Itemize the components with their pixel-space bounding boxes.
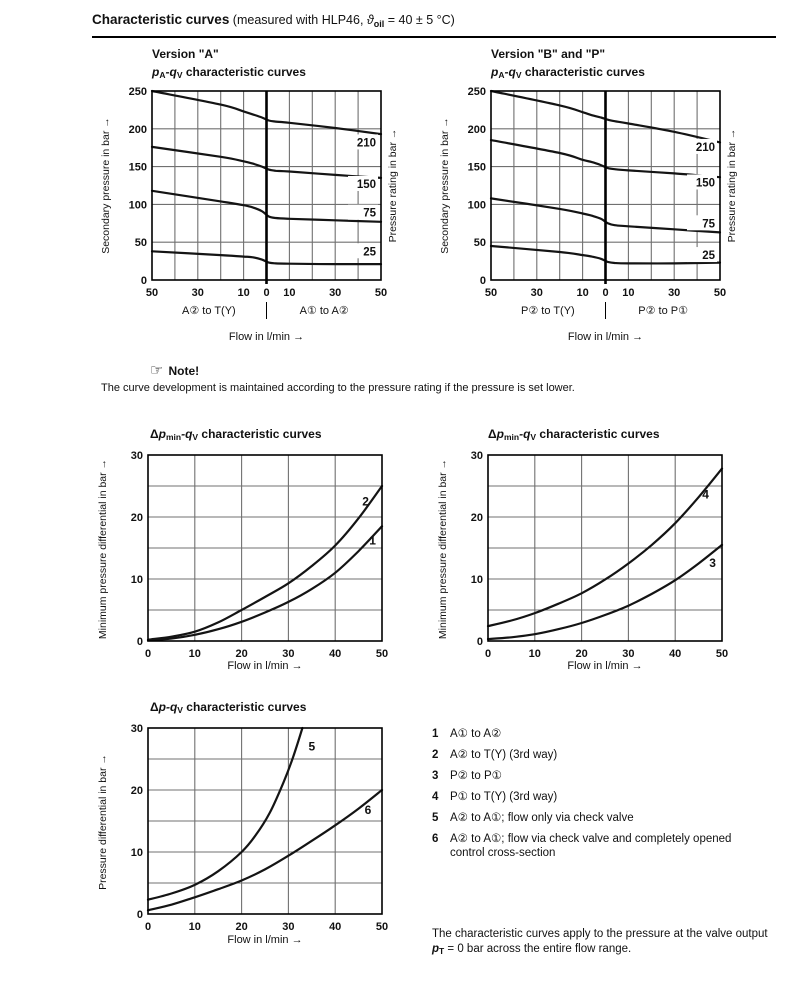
svg-text:200: 200 (128, 123, 147, 136)
svg-text:1: 1 (369, 533, 376, 548)
svg-text:0: 0 (144, 921, 152, 933)
svg-text:10: 10 (237, 287, 250, 299)
svg-text:30: 30 (668, 287, 681, 299)
svg-text:50: 50 (145, 287, 159, 299)
svg-text:150: 150 (467, 161, 486, 174)
region-label: P② to P① (638, 305, 688, 317)
svg-text:250: 250 (467, 86, 486, 98)
note-text: The curve development is maintained according to the pressure rating if the pressure is set lower. (101, 382, 575, 394)
dpmin-bp-chart (453, 450, 735, 663)
svg-text:30: 30 (282, 921, 295, 933)
svg-text:30: 30 (622, 648, 635, 660)
svg-text:20: 20 (235, 648, 248, 660)
dpmin-a-xlabel: Flow in l/min → (227, 660, 303, 672)
pointing-hand-icon: ☞ (150, 362, 164, 379)
legend-item-text: A① to A② (450, 728, 502, 740)
legend-item-text: P① to T(Y) (3rd way) (450, 791, 558, 803)
theta-symbol: ϑ (366, 13, 374, 27)
legend-item-number: 5 (432, 812, 439, 824)
legend-item-number: 2 (432, 749, 439, 761)
svg-text:20: 20 (575, 648, 588, 660)
version-bp-ylabel-left: Secondary pressure in bar → (439, 117, 451, 254)
version-a-chart-title: pA-qV characteristic curves (152, 65, 306, 80)
svg-text:50: 50 (484, 287, 498, 299)
svg-text:50: 50 (473, 237, 486, 250)
version-a-ylabel-right: Pressure rating in bar → (387, 128, 399, 243)
dp-chart-title: Δp-qV characteristic curves (150, 700, 307, 715)
svg-text:10: 10 (622, 287, 635, 299)
dpmin-bp-xlabel: Flow in l/min → (567, 660, 643, 672)
version-a-xlabel: Flow in l/min → (228, 331, 305, 343)
page-title-bold: Characteristic curves (92, 12, 230, 27)
svg-text:100: 100 (467, 199, 486, 212)
legend-item-text: P② to P① (450, 770, 502, 782)
legend-item (432, 790, 758, 804)
svg-text:250: 250 (128, 86, 147, 98)
svg-text:50: 50 (134, 237, 147, 250)
svg-text:50: 50 (374, 287, 388, 299)
svg-text:5: 5 (308, 739, 316, 754)
svg-text:50: 50 (713, 287, 727, 299)
dpmin-bp-chart-title: Δpmin-qV characteristic curves (488, 427, 660, 442)
svg-text:40: 40 (669, 648, 682, 660)
svg-text:30: 30 (191, 287, 204, 299)
dp-xlabel: Flow in l/min → (227, 934, 303, 946)
version-bp-region-labels (491, 302, 720, 319)
svg-text:30: 30 (470, 450, 483, 462)
svg-text:150: 150 (695, 177, 715, 190)
note-heading (150, 361, 199, 379)
svg-text:10: 10 (576, 287, 589, 299)
svg-text:25: 25 (363, 246, 376, 259)
legend-item-number: 6 (432, 833, 439, 845)
svg-text:0: 0 (136, 636, 143, 648)
svg-text:10: 10 (470, 574, 483, 586)
version-bp-xlabel: Flow in l/min → (567, 331, 644, 343)
svg-text:150: 150 (128, 161, 147, 174)
version-bp-chart-title: pA-qV characteristic curves (491, 65, 645, 80)
version-a-ylabel-left: Secondary pressure in bar → (100, 117, 112, 254)
svg-text:10: 10 (528, 648, 541, 660)
svg-text:30: 30 (282, 648, 295, 660)
dpmin-a-chart-title: Δpmin-qV characteristic curves (150, 427, 322, 442)
version-bp-ylabel-right: Pressure rating in bar → (726, 128, 738, 243)
svg-text:25: 25 (702, 250, 715, 263)
region-label: A① to A② (299, 305, 349, 317)
svg-text:0: 0 (484, 648, 492, 660)
region-label: P② to T(Y) (521, 305, 575, 317)
legend-item (432, 748, 758, 762)
dpmin-a-chart (113, 450, 395, 663)
svg-text:200: 200 (467, 123, 486, 136)
legend-item (432, 769, 758, 783)
dpmin-bp-ylabel: Minimum pressure differential in bar → (437, 458, 449, 640)
version-bp-heading: Version "B" and "P" (491, 47, 606, 61)
legend-item-number: 4 (432, 791, 439, 803)
legend-item-text: A② to A①; flow via check valve and completely opened control cross-section (450, 833, 732, 859)
version-a-chart (117, 86, 394, 302)
note-title: Note! (168, 364, 200, 378)
legend-item-number: 3 (432, 770, 439, 782)
legend-item (432, 727, 758, 741)
svg-text:20: 20 (470, 512, 483, 524)
svg-text:50: 50 (715, 648, 729, 660)
svg-text:20: 20 (235, 921, 248, 933)
svg-text:0: 0 (479, 275, 486, 287)
svg-text:30: 30 (530, 287, 543, 299)
legend-item-text: A② to T(Y) (3rd way) (450, 749, 558, 761)
svg-text:3: 3 (709, 555, 716, 570)
svg-text:30: 30 (329, 287, 342, 299)
svg-text:150: 150 (356, 178, 376, 191)
svg-text:100: 100 (128, 199, 147, 212)
svg-text:10: 10 (130, 574, 143, 586)
dp-ylabel: Pressure differential in bar → (97, 754, 109, 890)
svg-text:210: 210 (695, 141, 715, 154)
svg-text:30: 30 (130, 450, 143, 462)
svg-text:10: 10 (130, 847, 143, 859)
svg-text:2: 2 (362, 494, 369, 509)
svg-text:75: 75 (363, 207, 376, 220)
legend-item (432, 832, 758, 860)
svg-text:10: 10 (188, 648, 201, 660)
legend-list (432, 727, 758, 867)
svg-text:75: 75 (702, 218, 715, 231)
svg-text:0: 0 (140, 275, 147, 287)
legend-item (432, 811, 758, 825)
legend-item-text: A② to A①; flow only via check valve (450, 812, 634, 824)
svg-text:20: 20 (130, 785, 143, 797)
svg-text:50: 50 (375, 648, 389, 660)
svg-text:0: 0 (476, 636, 483, 648)
version-a-heading: Version "A" (152, 47, 219, 61)
svg-text:0: 0 (144, 648, 152, 660)
svg-text:6: 6 (364, 802, 372, 817)
svg-text:0: 0 (263, 287, 270, 299)
svg-text:210: 210 (356, 137, 376, 150)
svg-text:40: 40 (329, 648, 342, 660)
legend-item-number: 1 (432, 728, 439, 740)
version-bp-chart (456, 86, 733, 302)
svg-text:30: 30 (130, 723, 143, 735)
svg-text:0: 0 (136, 909, 143, 921)
region-label: A② to T(Y) (182, 305, 236, 317)
footer-note: The characteristic curves apply to the pressure at the valve output pT = 0 bar across the entire flow range. (432, 928, 768, 956)
page-title: Characteristic curves (measured with HLP46, $ϑ_{oil} = 40 \pm 5$ °C) (92, 12, 776, 38)
dp-chart (113, 723, 395, 936)
svg-text:4: 4 (702, 487, 709, 502)
svg-text:40: 40 (329, 921, 342, 933)
svg-text:50: 50 (375, 921, 389, 933)
svg-text:10: 10 (188, 921, 201, 933)
version-a-region-labels (152, 302, 381, 319)
svg-text:0: 0 (602, 287, 609, 299)
dpmin-a-ylabel: Minimum pressure differential in bar → (97, 458, 109, 640)
svg-text:20: 20 (130, 512, 143, 524)
svg-text:10: 10 (283, 287, 296, 299)
